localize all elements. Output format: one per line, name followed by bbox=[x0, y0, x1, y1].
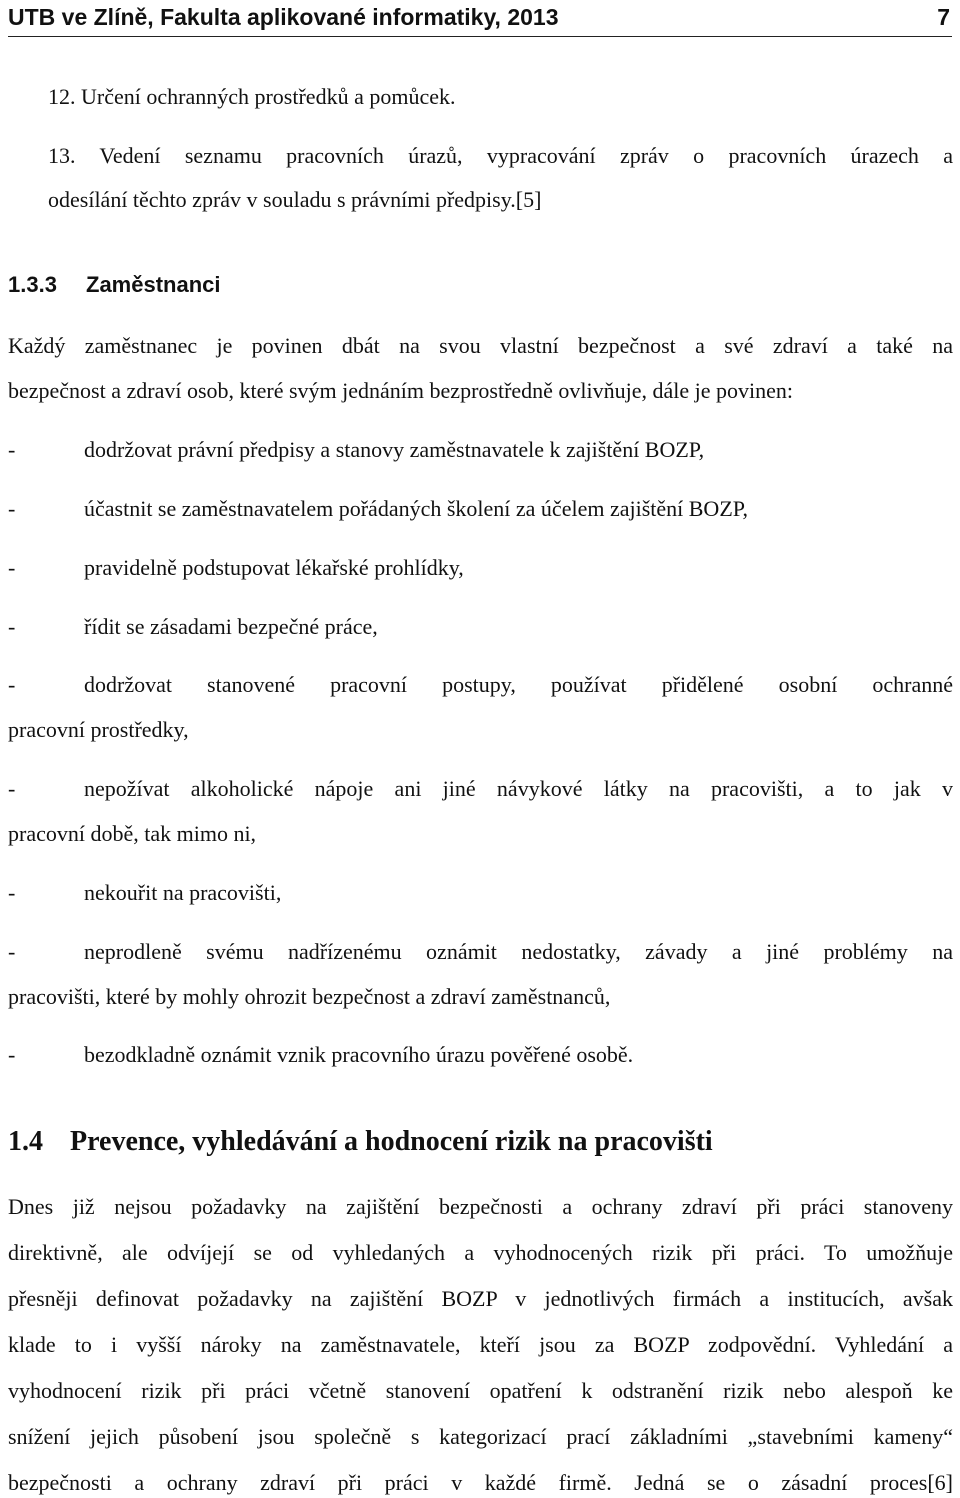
section-heading-1-4 bbox=[8, 1126, 713, 1158]
page-header bbox=[8, 2, 952, 37]
list-item: pravidelně podstupovat lékařské prohlídky, bbox=[84, 555, 464, 580]
list-item-12: 12. Určení ochranných prostředků a pomůcek. bbox=[48, 84, 456, 109]
list-item-13-line2: odesílání těchto zpráv v souladu s právními předpisy.[5] bbox=[48, 187, 542, 212]
list-item: řídit se zásadami bezpečné práce, bbox=[84, 614, 378, 639]
dash-marker: - bbox=[8, 496, 16, 521]
section-title: Prevence, vyhledávání a hodnocení rizik na pracovišti bbox=[70, 1126, 713, 1157]
list-item-13-line1: 13. Vedení seznamu pracovních úrazů, vypracování zpráv o pracovních úrazech a bbox=[48, 143, 953, 168]
paragraph-line: klade to i vyšší nároky na zaměstnavatele, kteří jsou za BOZP zodpovědní. Vyhledání a bbox=[8, 1332, 953, 1357]
paragraph-line: direktivně, ale odvíjejí se od vyhledaných a vyhodnocených rizik při práci. To umožňuje bbox=[8, 1240, 953, 1265]
list-item-continuation: pracovní prostředky, bbox=[8, 717, 189, 742]
paragraph-line: bezpečnosti a ochrany zdraví při práci v každé firmě. Jedná se o zásadní proces[6] bbox=[8, 1470, 953, 1495]
list-item-continuation: pracovní době, tak mimo ni, bbox=[8, 821, 257, 846]
list-item: bezodkladně oznámit vznik pracovního úrazu pověřené osobě. bbox=[84, 1042, 634, 1067]
dash-marker: - bbox=[8, 437, 16, 462]
header-title: UTB ve Zlíně, Fakulta aplikované informatiky, 2013 bbox=[8, 4, 559, 30]
dash-marker: - bbox=[8, 614, 16, 639]
list-item: dodržovat stanovené pracovní postupy, používat přidělené osobní ochranné bbox=[84, 672, 953, 697]
paragraph-line: bezpečnost a zdraví osob, které svým jednáním bezprostředně ovlivňuje, dále je povinen: bbox=[8, 378, 794, 403]
dash-marker: - bbox=[8, 776, 16, 801]
list-item: účastnit se zaměstnavatelem pořádaných školení za účelem zajištění BOZP, bbox=[84, 496, 749, 521]
paragraph-line: snížení jejich působení jsou společně s kategorizací prací základními „stavebními kameny“ bbox=[8, 1424, 953, 1449]
paragraph-line: Dnes již nejsou požadavky na zajištění bezpečnosti a ochrany zdraví při práci stanoveny bbox=[8, 1194, 953, 1219]
dash-marker: - bbox=[8, 1042, 16, 1067]
list-item: dodržovat právní předpisy a stanovy zaměstnavatele k zajištění BOZP, bbox=[84, 437, 705, 462]
page-number: 7 bbox=[937, 4, 950, 30]
section-number: 1.3.3 bbox=[8, 272, 57, 297]
list-item: nekouřit na pracovišti, bbox=[84, 880, 282, 905]
paragraph-line: přesněji definovat požadavky na zajištění BOZP v jednotlivých firmách a institucích, avšak bbox=[8, 1286, 953, 1311]
section-title: Zaměstnanci bbox=[86, 272, 221, 297]
section-number: 1.4 bbox=[8, 1126, 43, 1157]
list-item: neprodleně svému nadřízenému oznámit nedostatky, závady a jiné problémy na bbox=[84, 939, 953, 964]
dash-marker: - bbox=[8, 939, 16, 964]
dash-marker: - bbox=[8, 672, 16, 697]
list-item: nepožívat alkoholické nápoje ani jiné návykové látky na pracovišti, a to jak v bbox=[84, 776, 953, 801]
list-item-continuation: pracovišti, které by mohly ohrozit bezpečnost a zdraví zaměstnanců, bbox=[8, 984, 611, 1009]
section-heading-1-3-3 bbox=[8, 272, 221, 298]
dash-marker: - bbox=[8, 555, 16, 580]
paragraph-line: Každý zaměstnanec je povinen dbát na svou vlastní bezpečnost a své zdraví a také na bbox=[8, 333, 953, 358]
dash-marker: - bbox=[8, 880, 16, 905]
paragraph-line: vyhodnocení rizik při práci včetně stanovení opatření k odstranění rizik nebo alespoň ke bbox=[8, 1378, 953, 1403]
